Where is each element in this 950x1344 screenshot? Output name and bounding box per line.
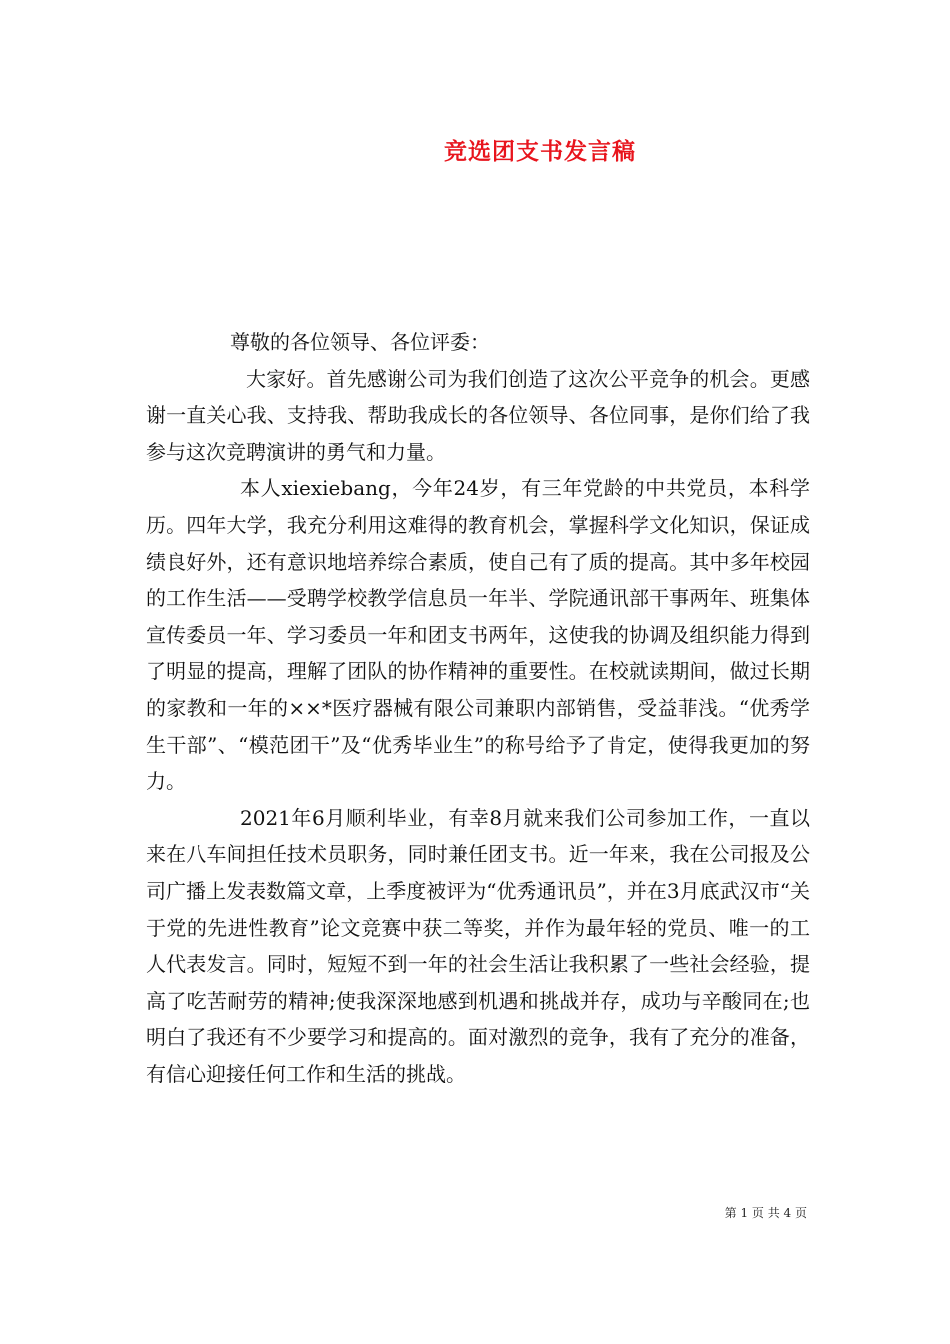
document-body [146, 324, 810, 1092]
page-number: 第 1 页 共 4 页 [724, 1206, 807, 1220]
salutation: 尊敬的各位领导、各位评委： [230, 330, 490, 354]
document-title: 竞选团支书发言稿 [444, 138, 636, 165]
paragraph-greeting: 大家好。首先感谢公司为我们创造了这次公平竞争的机会。更感谢一直关心我、支持我、帮助我成长的各位领导、各位同事，是你们给了我参与这次竞聘演讲的勇气和力量。 [146, 366, 810, 464]
paragraph-background: 本人xiexiebang，今年24岁，有三年党龄的中共党员，本科学历。四年大学，我充分利用这难得的教育机会，掌握科学文化知识，保证成绩良好外，还有意识地培养综合素质，使自己有了质的提高。其中多年校园的工作生活——受聘学校教学信息员一年半、学院通讯部干事两年、班集体宣传委员一年、学习委员一年和团支书两年，这使我的协调及组织能力得到了明显的提高，理解了团队的协作精神的重要性。在校就读期间，做过长期的家教和一年的××*医疗器械有限公司兼职内部销售，受益菲浅。“优秀学生干部”、“模范团干”及“优秀毕业生”的称号给予了肯定，使得我更加的努力。 [146, 476, 810, 794]
paragraph-work-experience: 2021年6月顺利毕业，有幸8月就来我们公司参加工作，一直以来在八车间担任技术员职务，同时兼任团支书。近一年来，我在公司报及公司广播上发表数篇文章，上季度被评为“优秀通讯员”，并在3月底武汉市“关于党的先进性教育”论文竞赛中获二等奖，并作为最年轻的党员、唯一的工人代表发言。同时，短短不到一年的社会生活让我积累了一些社会经验，提高了吃苦耐劳的精神;使我深深地感到机遇和挑战并存，成功与辛酸同在;也明白了我还有不少要学习和提高的。面对激烈的竞争，我有了充分的准备，有信心迎接任何工作和生活的挑战。 [146, 805, 810, 1086]
